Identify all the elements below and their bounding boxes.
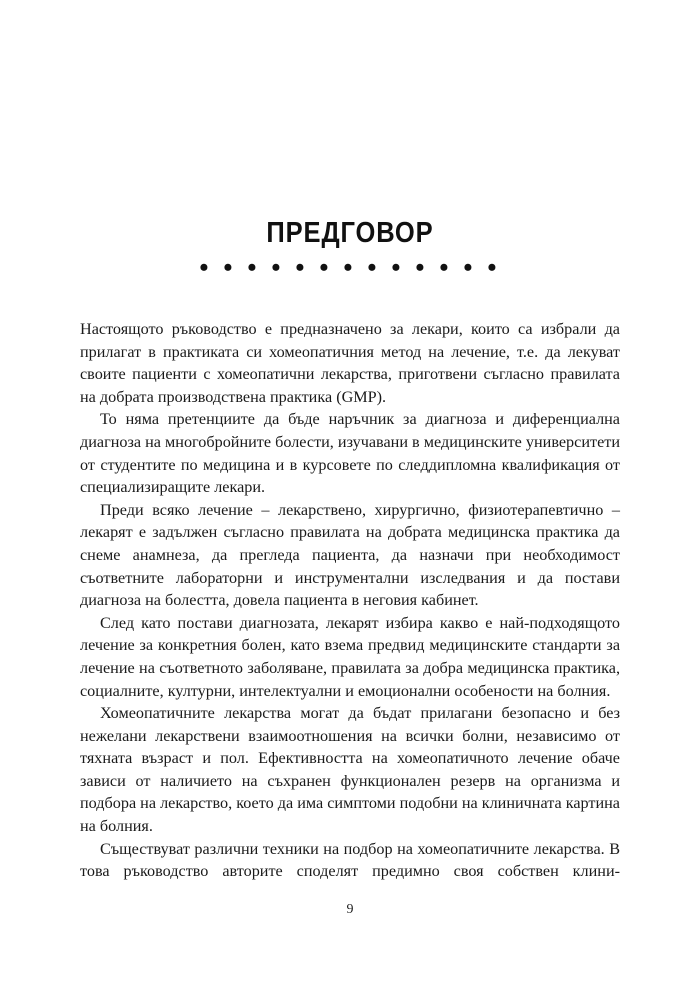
paragraph: Настоящото ръководство е предназначено за лекари, които са избрали да прилагат в практиката си хомеопатичния метод на лечение, т.е. да лекуват своите пациенти с хомеопатични лекарства, приготвени съгласно правилата на добрата производствена практика (GMP). [80,320,620,406]
title-ornament: • • • • • • • • • • • • • [199,253,501,282]
page-number: 9 [346,902,354,917]
page-title: ПРЕДГОВОР [266,217,434,249]
paragraph: Съществуват различни техники на подбор на хомеопатичните лекарства. В това ръководство авторите споделят предимно своя собствен клини- [80,839,620,881]
paragraph: То няма претенциите да бъде наръчник за диагноза и диференциална диагноза на многобройните болести, изучавани в медицинските университети от студентите по медицина и в курсовете по следдипломна квалификация от специализиращите лекари. [80,410,620,497]
paragraph: Преди всяко лечение – лекарствено, хирургично, физиотерапевтично – лекарят е задължен съгласно правилата на добрата медицинска практика да снеме анамнеза, да прегледа пациента, да назначи при необходимост съответните лабораторни и инструментални изследвания и да постави диагноза на болестта, довела пациента в неговия кабинет. [80,500,620,610]
paragraph: След като постави диагнозата, лекарят избира какво е най-подходящото лечение за конкретния болен, като взема предвид медицинските стандарти за лечение на съответното заболяване, правилата за добра медицинска практика, социалните, културни, интелектуални и емоционални особености на болния. [80,613,620,700]
preface-body [80,318,620,883]
paragraph: Хомеопатичните лекарства могат да бъдат прилагани безопасно и без нежелани лекарствени взаимоотношения на всички болни, независимо от тяхната възраст и пол. Ефективността на хомеопатичното лечение обаче зависи от наличието на съхранен функционален резерв на организма и подбора на лекарство, което да има симптоми подобни на клиничната картина на болния. [80,704,620,836]
